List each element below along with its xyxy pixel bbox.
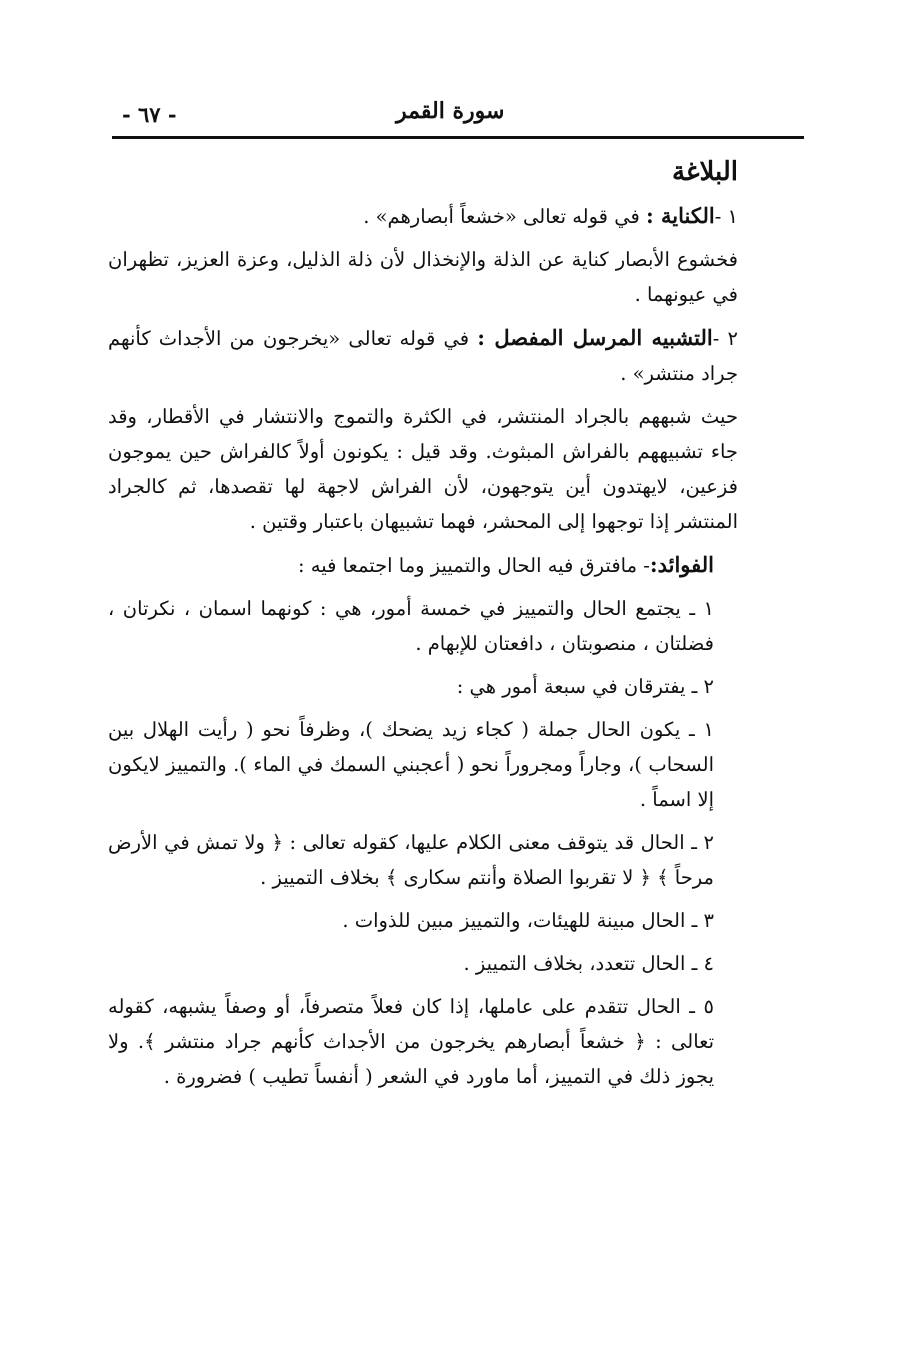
benefit-point: ٢ ـ يفترقان في سبعة أمور هي : [456,675,714,698]
item-explanation: فخشوع الأبصار كناية عن الذلة والإنخذال لأن ذلة الذليل، وعزة العزيز، تظهران في عيونهما . [108,248,738,306]
item-text: في قوله تعالى «خشعاً أبصارهم» . [363,205,646,228]
item-text: في قوله تعالى «يخرجون من الأجداث كأنهم جراد منتشر» . [108,327,738,385]
page-body [108,150,738,1102]
benefits-intro [108,547,738,583]
rhetoric-item-kinaya [108,198,738,234]
difference-point: ٣ ـ الحال مبينة للهيئات، والتمييز مبين للذوات . [342,909,714,932]
item-number: ١ - [714,205,738,228]
page-number: - ٦٧ - [122,102,177,127]
surah-title: سورة القمر [396,98,505,124]
difference-point: ١ ـ يكون الحال جملة ( كجاء زيد يضحك )، وظرفاً نحو ( رأيت الهلال بين السحاب )، وجاراً ومجروراً نحو ( أعجبني السمك في الماء ). والتمييز لايكون إلا اسماً . [108,718,714,811]
page-header [112,92,804,134]
difference-point: ٥ ـ الحال تتقدم على عاملها، إذا كان فعلاً متصرفاً، أو وصفاً يشبهه، كقوله تعالى : ﴿ خشعاً أبصارهم يخرجون من الأجداث كأنهم جراد منتشر ﴾. ولا يجوز ذلك في التمييز، أما ماورد في الشعر ( أنفساً تطيب ) فضرورة . [108,995,714,1088]
difference-point: ٤ ـ الحال تتعدد، بخلاف التمييز . [463,952,714,975]
difference-point: ٢ ـ الحال قد يتوقف معنى الكلام عليها، كقوله تعالى : ﴿ ولا تمش في الأرض مرحاً ﴾ ﴿ لا تقربوا الصلاة وأنتم سكارى ﴾ بخلاف التمييز . [108,831,714,889]
item-number: ٢ - [712,327,738,350]
benefits-intro-text: - مافترق فيه الحال والتمييز وما اجتمعا فيه : [297,554,650,577]
item-term: الكناية : [645,203,715,228]
header-divider [112,136,804,139]
rhetoric-item-tashbih [108,320,738,391]
section-heading: البلاغة [671,157,738,187]
benefit-point: ١ ـ يجتمع الحال والتمييز في خمسة أمور، هي : كونهما اسمان ، نكرتان ، فضلتان ، منصوبتان ، دافعتان للإبهام . [108,597,714,655]
item-explanation: حيث شبههم بالجراد المنتشر، في الكثرة والتموج والانتشار في الأقطار، وقد جاء تشبيههم بالفراش المبثوث. وقد قيل : يكونون أولاً كالفراش حين يموجون فزعين، لايهتدون أين يتوجهون، لأن الفراش لاجهة لها تقصدها، ثم كالجراد المنتشر إذا توجهوا إلى المحشر، فهما تشبيهان باعتبار وقتين . [108,405,738,533]
item-term: التشبيه المرسل المفصل : [477,325,713,350]
benefits-label: الفوائد: [649,552,714,577]
